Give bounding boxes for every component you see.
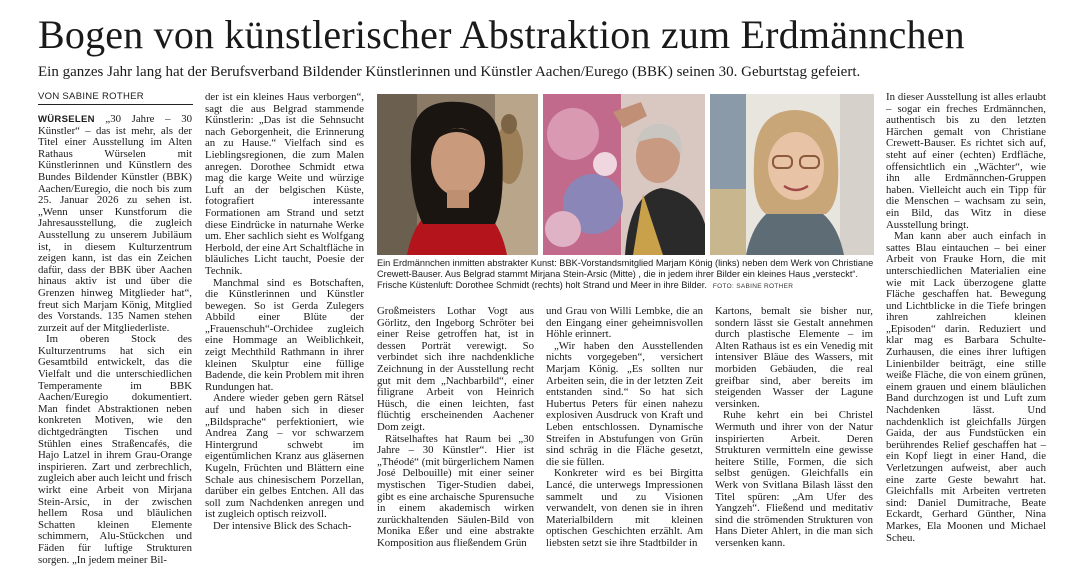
article-column-6: [886, 92, 1046, 546]
byline: VON SABINE ROTHER: [38, 91, 193, 105]
paragraph: Konkreter wird es bei Birgitta Lancé, die unterwegs Impressionen sammelt und zu Visionen verwandelt, von denen sie in ihren Materialbildern mit kleinen optischen Geschichten erzählt. Am liebsten setzt sie ihre Stadtbilder in: [546, 467, 703, 549]
article-column-1: [38, 113, 192, 566]
article-column-2: [205, 92, 364, 546]
paragraph: der ist ein kleines Haus verborgen“, sagt die aus Belgrad stammende Künstlerin: „Das ist die Sehnsucht nach Geborgenheit, die Erinnerung an zu Hause.“ Vielfach sind es Lieblingsregionen, die zum Malen anregen. Dorothee Schmidt etwa mag die karge Weite und würzige Luft an der belgischen Küste, fotografiert interessante Formationen am Strand und setzt diese Eindrücke in naturnahe Werke um. Eher sachlich sieht es Wolfgang Herbold, der eine Art Schaltfläche in bläuliches Licht taucht, Poesie der Technik.: [205, 91, 364, 277]
photo-credit: FOTO: SABINE ROTHER: [712, 282, 794, 290]
article-column-4: [546, 305, 703, 549]
paragraph: und Grau von Willi Lembke, die an den Eingang einer geheimnisvollen Höhle erinnert.: [546, 305, 703, 341]
paragraph: [38, 114, 192, 334]
paragraph: Ruhe kehrt ein bei Christel Wermuth und ihrer von der Natur inspirierten Arbeit. Deren Strukturen vermitteln eine gewisse heitere Stille, Formen, die sich selbst genügen. Gleichfalls ein Werk von Svitlana Bilash lässt den Titel spüren: „Am Ufer des Yangzeh“. Fließend und meditativ sind die strömenden Strukturen von Hans Dieter Ahlert, in die man sich versenken kann.: [715, 409, 873, 549]
paragraph: Rätselhaftes hat Raum bei „30 Jahre – 30 Künstler“. Hier ist „Théodé“ (mit bürgerlichem Namen José Delbouille) mit einer seiner mystischen Tiger-Studien dabei, gibt es eine archaische Spurensuche in einem akademisch wirken zurückhaltenden Säulen-Bild von Monika Eßer und eine abstrakte Komposition aus fließendem Grün: [377, 432, 534, 549]
paragraph: Im oberen Stock des Kulturzentrums hat sich ein Gesamtbild entwickelt, das die Vielfalt und die unterschiedlichen Temperamente im BBK Aachen/Euregio dokumentiert. Man findet Abstraktionen neben konkreten Motiven, wie den dichtgedrängten Tischen und Stühlen eines Straßencafés, die Hajo Latzel in ihrem Grau-Orange inspirieren. Zart und zerbrechlich, zugleich aber auch leicht und frisch wirkt eine Arbeit von Mirjana Stein-Arsic, in der zwischen hellem Rosa und bläulichen Schatten kleinen Elemente schimmern, Alu-Stückchen und Fäden für luftige Strukturen sorgen. „In jedem meiner Bil-: [38, 333, 192, 566]
paragraph: In dieser Ausstellung ist alles erlaubt – sogar ein freches Erdmännchen, authentisch bis zu den letzten Härchen gemalt von Christiane Crewett-Bauser. Es richtet sich auf, steht auf einer (echten) Erdfläche, offensichtlich ein „Wächter“, wie ihn alle Erdmännchen-Gruppen haben. Vielleicht auch ein Tipp für die Menschen – wachsam zu sein, ein Bild, das Witz in diese Ausstellung bringt.: [886, 91, 1046, 231]
photo-mirjana-stein-arsic: [543, 94, 705, 255]
headline: Bogen von künstlerischer Abstraktion zum Erdmännchen: [38, 12, 965, 57]
subheadline: Ein ganzes Jahr lang hat der Berufsverband Bildender Künstlerinnen und Künstler Aachen/Eurego (BBK) seinen 30. Geburtstag gefeiert.: [38, 64, 861, 80]
photo-caption: [377, 258, 875, 292]
paragraph: Großmeisters Lothar Vogt aus Görlitz, den Ingeborg Schröter bei einer Reise getroffen hat, ist in dessen Porträt verewigt. So verbindet sich ihre nachdenkliche Zeichnung in der Ausstellung recht gut mit dem „Nachbarbild“, einer filigrane Arbeit von Heinrich Hüsch, die einen leichten, fast flüchtig erscheinenden Aachener Dom zeigt.: [377, 305, 534, 433]
caption-text: Ein Erdmännchen inmitten abstrakter Kunst: BBK-Vorstandsmitglied Marjam König (links) neben dem Werk von Christiane Crewett-Bauser. Aus Belgrad stammt Mirjana Stein-Arsic (Mitte) , die in jedem ihrer Bilder ein kleines Haus „versteckt“. Frische Küstenluft: Dorothee Schmidt (rechts) holt Strand und Meer in ihre Bilder.: [377, 258, 874, 290]
paragraph-text: „30 Jahre – 30 Künstler“ – das ist mehr, als der Titel einer Ausstellung im Alten Rathaus Würselen mit Künstlerinnen und Künstlern des Bundes Bildender Künstler (BBK) Aachen/Euregio, die noch bis zum 25. Januar 2026 zu sehen ist. „Wenn unser Kunstforum die Jahresausstellung, die zugleich Ausstellung zu unserem Jubiläum ist, in diesem Kulturzentrum zeigen kann, ist das ein Zeichen dafür, dass der BBK über Aachen hinaus aktiv ist und über die Grenzen hinweg Mitglieder hat“, freut sich Marjam König, Mitglied des Vorstands. 135 Namen stehen zurzeit auf der Mitgliederliste.: [38, 113, 192, 334]
article-column-5: [715, 305, 873, 549]
paragraph: Kartons, bemalt sie bisher nur, sondern lässt sie Gestalt annehmen durch plastische Elemente – im Alten Rathaus ist es ein Venedig mit intensiver Bläue des Wassers, mit morbiden Gebäuden, die real greifbar sind, aber bereits im steigenden Wasser der Lagune versinken.: [715, 305, 873, 410]
article-column-3: [377, 305, 534, 549]
dateline: WÜRSELEN: [38, 114, 95, 125]
photo-dorothee-schmidt: [710, 94, 874, 255]
photo-marjam-koenig: [377, 94, 538, 255]
paragraph: Manchmal sind es Botschaften, die Künstlerinnen und Künstler bewegen. So ist Gerda Zulegers Abbild einer Blüte der „Frauenschuh“-Orchidee zugleich eine Hommage an Weiblichkeit, zeigt Mechthild Rathmann in ihrer kleinen Skulptur eine füllige Badende, die kein Problem mit ihren Rundungen hat.: [205, 276, 364, 393]
paragraph: Der intensive Blick des Schach-: [213, 519, 352, 532]
paragraph: „Wir haben den Ausstellenden nichts vorgegeben“, versichert Marjam König. „Es sollten nur Arbeiten sein, die in der letzten Zeit entstanden sind.“ So hat sich Hubertus Peters für einen nahezu explosiven Ausdruck von Kraft und Leben entschlossen. Dynamische Streifen in Abstufungen von Grün sind schräg in die Fläche gesetzt, die sie füllen.: [546, 339, 703, 468]
paragraph: Man kann aber auch einfach in sattes Blau eintauchen – bei einer Arbeit von Frauke Horn, die mit unterschiedlichen Materialien eine wie mit Lack überzogene glatte Fläche geschaffen hat. Bewegung und Lichtblicke in die Tiefe bringen ihren zahlreichen kleinen „Episoden“ darin. Reduziert und klar mag es Barbara Schulte-Zurhausen, die eines ihrer luftigen Linienbilder beiträgt, eine stille weiße Fläche, die von einem grünen, einem grauen und einem bläulichen Band durchzogen ist und Luft zum Nachdenken lässt. Und nachdenklich ist gleichfalls Jürgen Gaida, der aus Fundstücken ein berührendes Relief geschaffen hat – ein Kopf liegt in einer Hand, die Verletzungen aufweist, aber auch eine zarte Geste bewahrt hat. Gleichfalls mit Arbeiten vertreten sind: Daniel Dumitrache, Beate Eckardt, Gerhard Günther, Nina Markes, Ela Moonen und Michael Scheu.: [886, 230, 1046, 544]
paragraph: Andere wieder geben gern Rätsel auf und haben sich in dieser „Bildsprache“ perfektioniert, wie Andrea Zang – vor schwarzem Hintergrund schwebt im eigentümlichen Kranz aus gläsernen Kugeln, Früchten und Blättern eine Schale aus chinesischem Porzellan, darüber ein gelbes Entchen. All das soll zum Nachdenken anregen und ist zugleich optisch reizvoll.: [205, 392, 364, 521]
